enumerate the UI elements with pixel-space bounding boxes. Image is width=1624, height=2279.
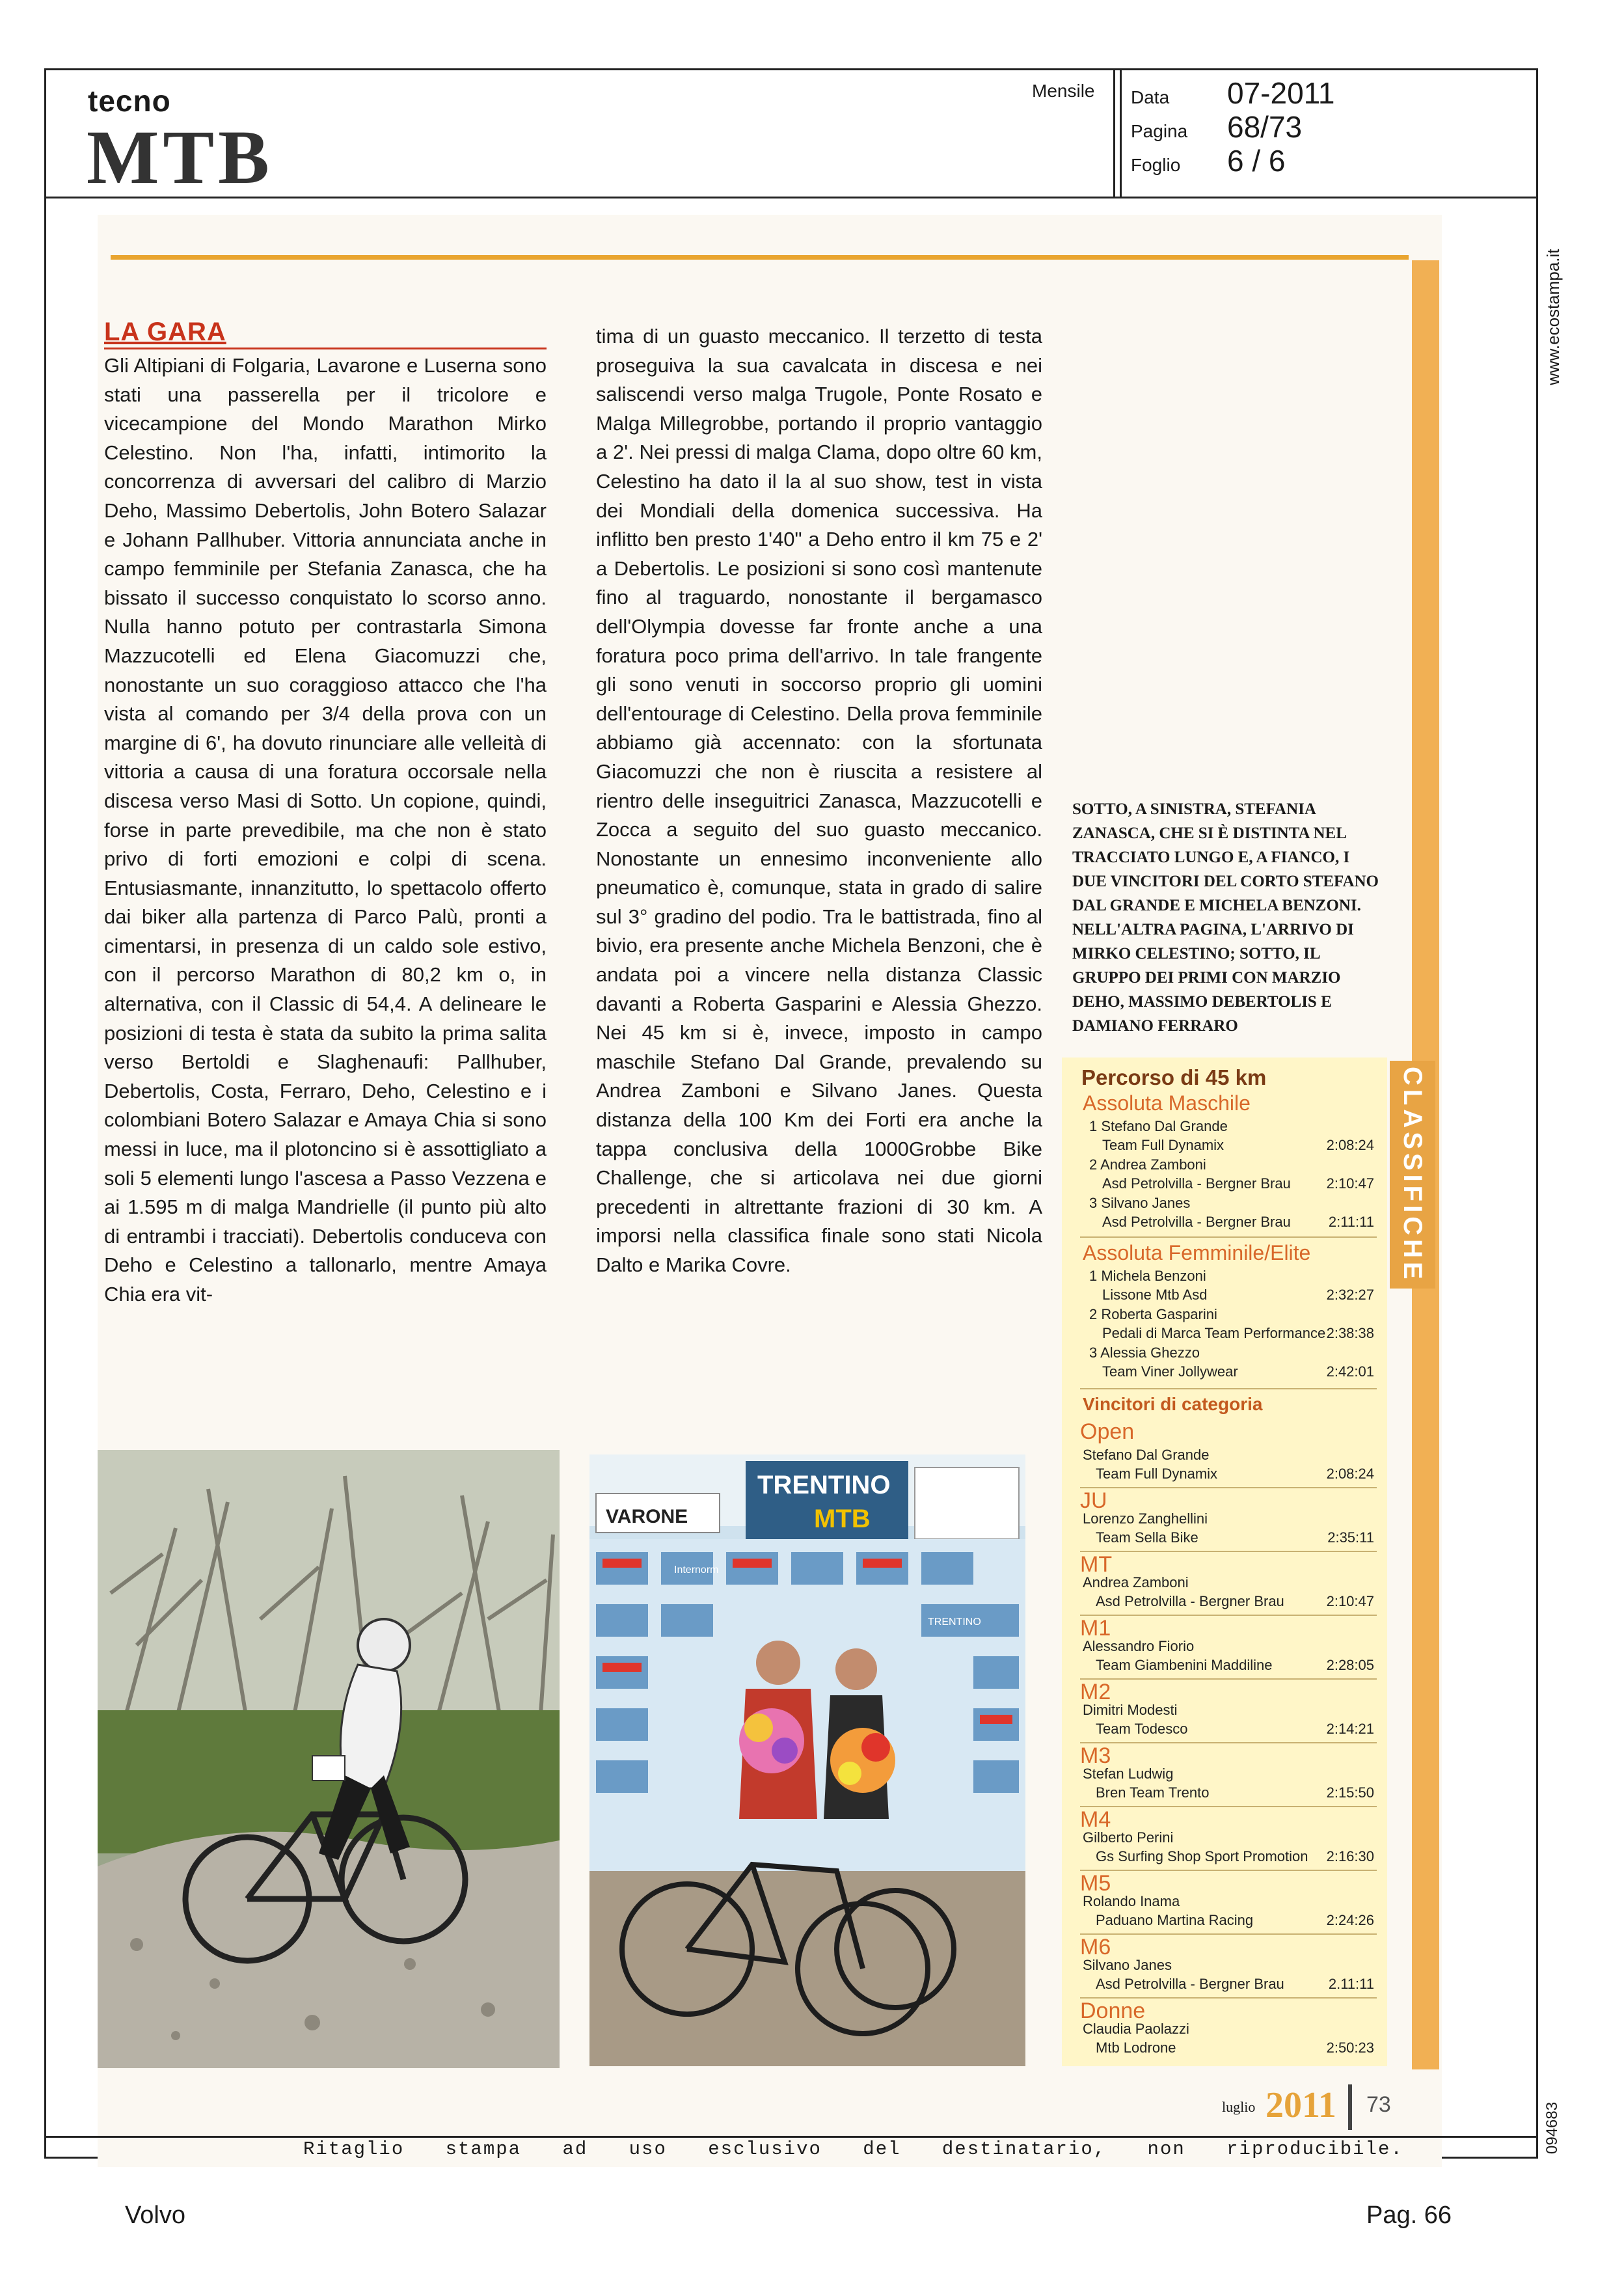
category-time: 2:14:21 — [1326, 1721, 1374, 1737]
category-team-row — [1096, 2040, 1374, 2056]
category-team: Team Sella Bike — [1096, 1529, 1198, 1546]
side-url: www.ecostampa.it — [1543, 249, 1563, 385]
category-team: Gs Surfing Shop Sport Promotion — [1096, 1848, 1308, 1864]
category-label: Donne — [1080, 1999, 1146, 2023]
foglio-value: 6 / 6 — [1227, 144, 1286, 178]
rider-photo-illustration — [98, 1450, 560, 2068]
top-accent-line — [111, 255, 1409, 260]
podium-photo-illustration — [589, 1454, 1025, 2066]
category-heading: Vincitori di categoria — [1083, 1394, 1263, 1414]
folio-month: luglio — [1222, 2099, 1256, 2115]
category-winner: Lorenzo Zanghellini — [1083, 1510, 1208, 1527]
category-winner: Stefan Ludwig — [1083, 1766, 1174, 1782]
category-label: M4 — [1080, 1807, 1111, 1832]
category-winner: Alessandro Fiorio — [1083, 1638, 1195, 1654]
category-winner: Gilberto Perini — [1083, 1829, 1174, 1846]
category-team-row — [1096, 1912, 1374, 1929]
kicker-rule — [104, 348, 547, 349]
results-rule — [1080, 1806, 1377, 1807]
category-time: 2:24:26 — [1326, 1912, 1374, 1928]
category-team-row — [1096, 1466, 1374, 1482]
classifiche-tab: CLASSIFICHE — [1390, 1061, 1435, 1289]
category-time: 2:15:50 — [1326, 1784, 1374, 1801]
category-team: Mtb Lodrone — [1096, 2040, 1176, 2056]
result-team-row — [1102, 1287, 1374, 1303]
results-rule — [1080, 1551, 1377, 1552]
folio-page-number: 73 — [1366, 2092, 1391, 2117]
category-label: M5 — [1080, 1871, 1111, 1896]
clipping-notice: Ritaglio stampa ad uso esclusivo del destinatario, non riproducibile. — [303, 2138, 1403, 2160]
logo-mtb: MTB — [87, 115, 273, 200]
category-team-row — [1096, 1848, 1374, 1865]
category-label: M6 — [1080, 1935, 1111, 1959]
results-rule — [1080, 1870, 1377, 1871]
category-time: 2.11:11 — [1328, 1976, 1374, 1992]
result-team-row — [1102, 1175, 1374, 1192]
result-team-row — [1102, 1137, 1374, 1154]
category-team: Team Giambenini Maddiline — [1096, 1657, 1273, 1673]
result-name: 2 Andrea Zamboni — [1089, 1156, 1206, 1173]
category-time: 2:35:11 — [1327, 1529, 1374, 1546]
results-rule — [1080, 1678, 1377, 1680]
category-team-row — [1096, 1657, 1374, 1674]
banner-varone: VARONE — [606, 1506, 688, 1527]
data-value: 07-2011 — [1227, 76, 1335, 110]
header-divider — [1120, 70, 1122, 197]
category-team: Bren Team Trento — [1096, 1784, 1210, 1801]
category-team: Asd Petrolvilla - Bergner Brau — [1096, 1976, 1284, 1992]
category-label: M3 — [1080, 1743, 1111, 1768]
result-time: 2:11:11 — [1328, 1214, 1374, 1230]
results-panel — [1062, 1058, 1387, 2066]
category-team-row — [1096, 1593, 1374, 1610]
data-label: Data — [1131, 87, 1170, 107]
category-label: Open — [1080, 1419, 1135, 1444]
photo-rider — [98, 1450, 560, 2068]
category-team-row — [1096, 1721, 1374, 1738]
banner-internorm: Internorm — [674, 1564, 719, 1576]
results-rule — [1080, 1388, 1377, 1389]
results-rule — [1080, 1933, 1377, 1935]
category-label: M2 — [1080, 1680, 1111, 1704]
result-team: Team Viner Jollywear — [1102, 1363, 1238, 1380]
abs-female-heading: Assoluta Femminile/Elite — [1083, 1241, 1311, 1264]
result-name: 1 Stefano Dal Grande — [1089, 1118, 1228, 1134]
category-winner: Andrea Zamboni — [1083, 1574, 1189, 1590]
category-team: Team Full Dynamix — [1096, 1466, 1218, 1482]
category-label: MT — [1080, 1552, 1113, 1577]
result-time: 2:38:38 — [1326, 1325, 1374, 1341]
results-rule — [1080, 1487, 1377, 1488]
category-time: 2:16:30 — [1326, 1848, 1374, 1864]
folio-year: 2011 — [1265, 2085, 1336, 2125]
result-name: 1 Michela Benzoni — [1089, 1268, 1206, 1284]
result-team: Asd Petrolvilla - Bergner Brau — [1102, 1214, 1291, 1230]
page-number: Pag. 66 — [1366, 2202, 1452, 2229]
result-team: Team Full Dynamix — [1102, 1137, 1225, 1153]
logo-tecno: tecno — [88, 84, 171, 118]
side-code: 094683 — [1543, 2101, 1561, 2154]
result-time: 2:08:24 — [1326, 1137, 1374, 1153]
photo-caption: SOTTO, A SINISTRA, STEFANIA ZANASCA, CHE SI È DISTINTA NEL TRACCIATO LUNGO E, A FIANCO, I DUE VINCITORI DEL CORTO STEFANO DAL GRANDE E MICHELA BENZONI. NELL'ALTRA PAGINA, L'ARRIVO DI MIRKO CELESTINO; SOTTO, IL GRUPPO DEI PRIMI CON MARZIO DEHO, MASSIMO DEBERTOLIS E DAMIANO FERRARO — [1072, 800, 1379, 1035]
category-winner: Rolando Inama — [1083, 1893, 1180, 1909]
section-kicker: LA GARA — [104, 318, 226, 346]
category-time: 2:50:23 — [1326, 2040, 1374, 2056]
banner-trentino: TRENTINO — [757, 1471, 891, 1499]
category-team: Asd Petrolvilla - Bergner Brau — [1096, 1593, 1284, 1609]
foglio-label: Foglio — [1131, 155, 1181, 175]
result-time: 2:42:01 — [1326, 1363, 1374, 1380]
results-rule — [1080, 1236, 1377, 1238]
folio-bar — [1348, 2084, 1352, 2130]
category-team-row — [1096, 1784, 1374, 1801]
category-winner: Claudia Paolazzi — [1083, 2021, 1189, 2037]
banner-trentino-small: TRENTINO — [928, 1617, 981, 1628]
article-column-1: Gli Altipiani di Folgaria, Lavarone e Luserna sono stati una passerella per il tricolore e vicecampione del Mondo Marathon Mirko Celestino. Non l'ha, infatti, intimorito la concorrenza di avversari del calibro di Marzio Deho, Massimo Debertolis, John Botero Salazar e Johann Pallhuber. Vittoria annunciata anche in campo femminile per Stefania Zanasca, che ha bissato il successo conquistato lo scorso anno. Nulla hanno potuto per contrastarla Simona Mazzucotelli ed Elena Giacomuzzi che, nonostante un suo coraggioso attacco che l'ha vista al comando per 3/4 della prova con un margine di 6', ha dovuto rinunciare alle velleità di vittoria a causa di una foratura occorsale nella discesa verso Masi di Sotto. Un copione, quindi, forse in parte prevedibile, ma che non è stato privo di forti emozioni e colpi di scena. Entusiasmante, innanzitutto, lo spettacolo offerto dai biker alla partenza di Parco Palù, pronti a cimentarsi, in presenza di un caldo sole estivo, con il percorso Marathon di 80,2 km o, in alternativa, con il Classic di 54,4. A delineare le posizioni di testa è stata da subito la prima salita verso Bertoldi e Slaghenaufi: Pallhuber, Debertolis, Costa, Ferraro, Deho, Celestino e i colombiani Botero Salazar e Amaya Chia si sono messi in luce, ma il plotoncino si è assottigliato a soli 5 elementi lungo l'ascesa a Passo Vezzena e ai 1.595 m di malga Mandrielle (il punto più alto di entrambi i tracciati). Debertolis conduceva con Deho e Celestino a tallonarlo, mentre Amaya Chia era vit- — [104, 354, 547, 1305]
pagina-value: 68/73 — [1227, 110, 1303, 144]
category-team-row — [1096, 1976, 1374, 1993]
category-winner: Silvano Janes — [1083, 1957, 1172, 1973]
category-team-row — [1096, 1529, 1374, 1546]
category-team: Paduano Martina Racing — [1096, 1912, 1254, 1928]
banner-mtb: MTB — [814, 1505, 871, 1533]
category-winner: Dimitri Modesti — [1083, 1702, 1178, 1718]
header-divider — [1113, 70, 1115, 197]
category-time: 2:10:47 — [1326, 1593, 1374, 1609]
category-label: M1 — [1080, 1616, 1111, 1641]
result-time: 2:10:47 — [1326, 1175, 1374, 1192]
page-folio — [1171, 2079, 1399, 2131]
category-winner: Stefano Dal Grande — [1083, 1447, 1210, 1463]
results-rule — [1080, 1615, 1377, 1616]
footer-rule — [44, 2136, 1538, 2138]
result-team: Asd Petrolvilla - Bergner Brau — [1102, 1175, 1291, 1192]
result-name: 3 Alessia Ghezzo — [1089, 1344, 1200, 1361]
results-rule — [1080, 1742, 1377, 1743]
category-time: 2:08:24 — [1326, 1466, 1374, 1482]
result-team: Lissone Mtb Asd — [1102, 1287, 1208, 1303]
photo-podium — [589, 1454, 1025, 2066]
result-time: 2:32:27 — [1326, 1287, 1374, 1303]
result-team-row — [1102, 1363, 1374, 1380]
article-column-2: tima di un guasto meccanico. Il terzetto di testa proseguiva la sua cavalcata in discesa e nei saliscendi verso malga Trugole, Ponte Rosato e Malga Millegrobbe, portando il proprio vantaggio a 2'. Nei pressi di malga Clama, dopo oltre 60 km, Celestino ha dato il la al suo show, test in vista dei Mondiali della domenica successiva. Ha inflitto ben presto 1'40" a Deho entro il km 75 e 2' a Debertolis. Le posizioni si sono così mantenute fino al traguardo, nonostante il bergamasco dell'Olympia dovesse far fronte anche a una foratura poco prima dell'arrivo. In tale frangente gli sono venuti in soccorso proprio gli uomini dell'entourage di Celestino. Della prova femminile abbiamo già accennato: con la sfortunata Giacomuzzi che non è riuscita a resistere al rientro delle inseguitrici Zanasca, Mazzucotelli e Zocca a seguito del suo guasto meccanico. Nonostante un ennesimo inconveniente allo pneumatico è, comunque, stata in grado di salire sul 3° gradino del podio. Tra le battistrada, fino al bivio, era presente anche Michela Benzoni, che è andata poi a vincere nella distanza Classic davanti a Roberta Gasparini e Alessia Ghezzo. Nei 45 km si è, invece, imposto in campo maschile Stefano Dal Grande, prevalendo su Andrea Zamboni e Silvano Janes. Questa distanza della 100 Km dei Forti era anche la tappa conclusiva della 1000Grobbe Bike Challenge, che si articolava nei due giorni precedenti in altrettante frazioni di 30 km. A imporsi nella classifica finale sono stati Nicola Dalto e Marika Covre. — [596, 325, 1042, 1276]
results-title: Percorso di 45 km — [1081, 1065, 1267, 1089]
result-name: 2 Roberta Gasparini — [1089, 1306, 1217, 1322]
abs-male-heading: Assoluta Maschile — [1083, 1091, 1251, 1115]
pagina-label: Pagina — [1131, 121, 1188, 141]
category-team: Team Todesco — [1096, 1721, 1188, 1737]
result-team-row — [1102, 1214, 1374, 1231]
frequency-label: Mensile — [1032, 81, 1095, 101]
header-box — [44, 68, 1538, 198]
category-time: 2:28:05 — [1326, 1657, 1374, 1673]
result-team: Pedali di Marca Team Performance — [1102, 1325, 1326, 1341]
category-label: JU — [1080, 1488, 1107, 1513]
result-name: 3 Silvano Janes — [1089, 1195, 1191, 1211]
result-team-row — [1102, 1325, 1374, 1342]
client-name: Volvo — [125, 2202, 185, 2229]
